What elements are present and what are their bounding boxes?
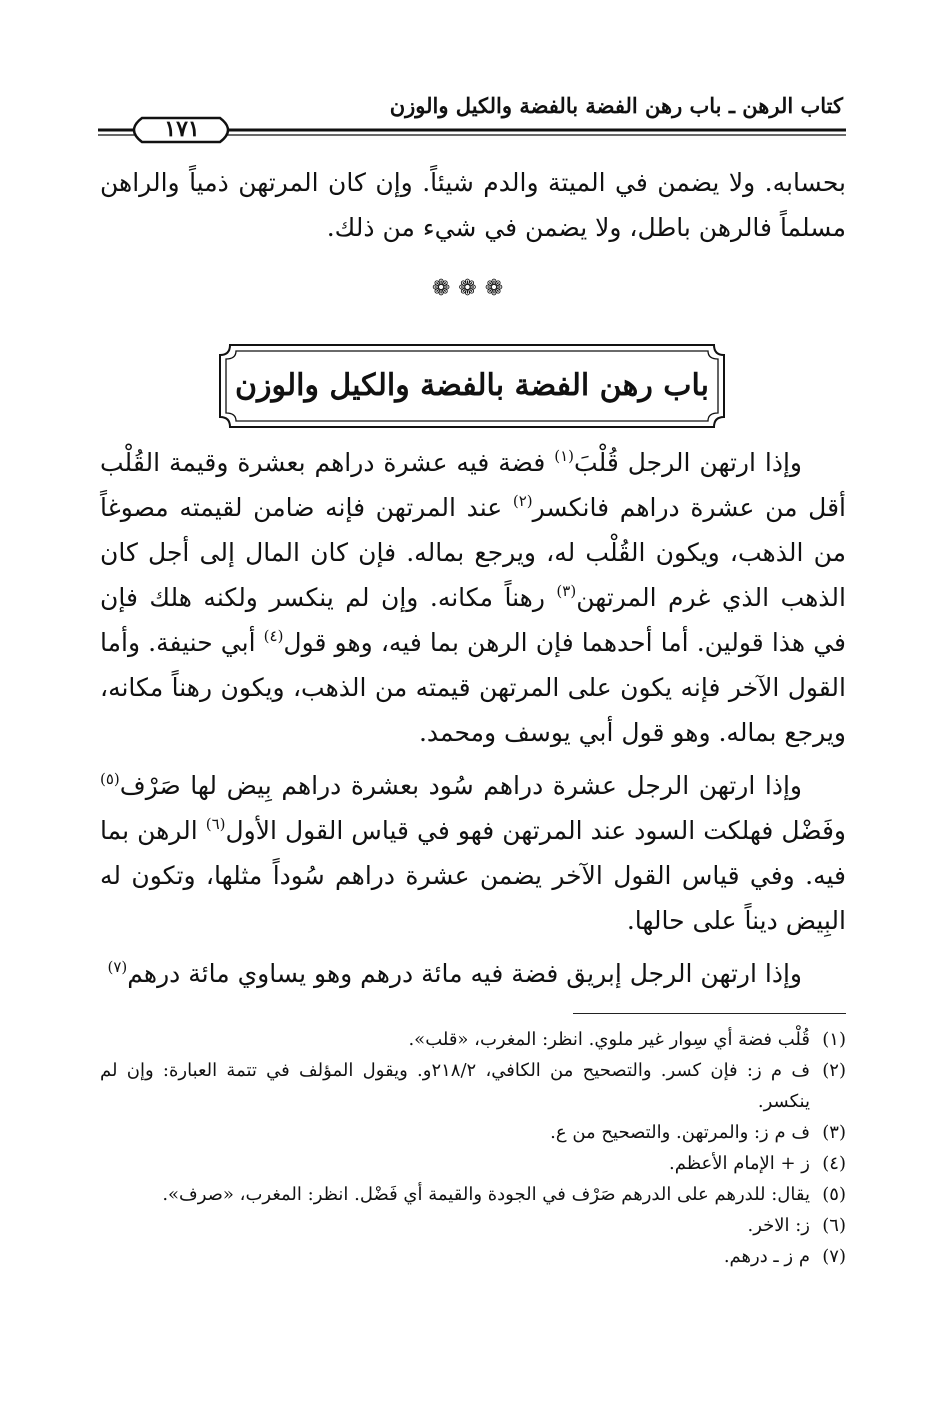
text-run: عند المرتهن فإنه ضامن لقيمته مصوغاً من الذهب، ويكون القُلْب له، ويرجع بماله. فإن كان المال إلى أجل كان الذهب الذي غرم المرتهن [100,493,846,612]
footnote-number: (٧) [822,1246,846,1267]
footnote-number: (٥) [822,1184,846,1205]
running-title: كتاب الرهن ـ باب رهن الفضة بالفضة والكيل والوزن [389,93,843,118]
text-run: الرهن بما فيه. وفي قياس القول الآخر يضمن عشرة دراهم سُوداً مثلها، وتكون له البِيض ديناً على حالها. [100,816,846,935]
footnote-reference[interactable]: (١) [554,447,575,465]
text-run: أبي حنيفة. وأما القول الآخر فإنه يكون على المرتهن قيمته من الذهب، ويكون رهناً مكانه، ويرجع بماله. وهو قول أبي يوسف ومحمد. [100,628,846,747]
footnote-number: (١) [822,1029,846,1050]
footnote-text: ز: الاخر. [747,1215,810,1236]
body-paragraph [100,951,846,996]
footnote-number: (٤) [822,1153,846,1174]
body-paragraph [100,763,846,943]
footnote-text: ف م ز: فإن كسر. والتصحيح من الكافي، ٢١٨/٢و. ويقول المؤلف في تتمة العبارة: وإن لم ينكسر. [100,1060,810,1112]
ornament-divider: ❁❁❁ [431,276,512,301]
footnote-reference[interactable]: (٢) [512,492,533,510]
intro-paragraph: بحسابه. ولا يضمن في الميتة والدم شيئاً. وإن كان المرتهن ذمياً والراهن مسلماً فالرهن باطل، ولا يضمن في شيء من ذلك. [100,168,846,242]
footnote-number: (٢) [822,1060,846,1081]
footnote-text: م ز ـ درهم. [723,1246,810,1267]
footnote-reference[interactable]: (٣) [556,582,577,600]
footnote-separator [573,1013,846,1014]
text-run: وإذا ارتهن الرجل إبريق فضة فيه مائة درهم وهو يساوي مائة درهم [127,959,802,988]
page-number: ١٧١ [164,116,200,142]
text-run: وإذا ارتهن الرجل عشرة دراهم سُود بعشرة دراهم بِيض لها صَرْف [119,771,802,800]
footnote-reference[interactable]: (٤) [263,627,284,645]
footnote [100,1117,846,1148]
text-run: وفَضْل فهلكت السود عند المرتهن فهو في قياس القول الأول [225,816,846,845]
footnote [100,1210,846,1241]
text-run: وإذا ارتهن الرجل قُلْبَ [574,448,802,477]
footnote-number: (٦) [822,1215,846,1236]
footnotes-block [100,1024,846,1272]
main-text-block [100,440,846,996]
footnote-text: ز + الإمام الأعظم. [669,1153,810,1174]
footnote-reference[interactable]: (٦) [205,815,226,833]
footnote-reference[interactable]: (٥) [100,770,120,788]
footnote-text: ف م ز: والمرتهن. والتصحيح من ع. [550,1122,810,1143]
footnote [100,1055,846,1117]
chapter-title-frame [218,343,726,429]
body-paragraph [100,440,846,755]
footnote [100,1024,846,1055]
text-run: فضة فيه عشرة دراهم بعشرة وقيمة القُلْب أقل من عشرة دراهم فانكسر [100,448,846,522]
footnote-reference[interactable]: (٧) [107,958,128,976]
footnote [100,1148,846,1179]
footnote-text: قُلْب فضة أي سِوار غير ملوي. انظر: المغرب، «قلب». [408,1029,810,1050]
intro-text-block [100,160,846,250]
chapter-title: باب رهن الفضة بالفضة والكيل والوزن [234,368,710,403]
footnote [100,1241,846,1272]
footnote-number: (٣) [822,1122,846,1143]
text-run: رهناً مكانه. وإن لم ينكسر ولكنه هلك فإن في هذا قولين. أما أحدهما فإن الرهن بما فيه، وهو قول [100,583,846,657]
footnote [100,1179,846,1210]
footnote-text: يقال: للدرهم على الدرهم صَرْف في الجودة والقيمة أي فَضْل. انظر: المغرب، «صرف». [162,1184,810,1205]
